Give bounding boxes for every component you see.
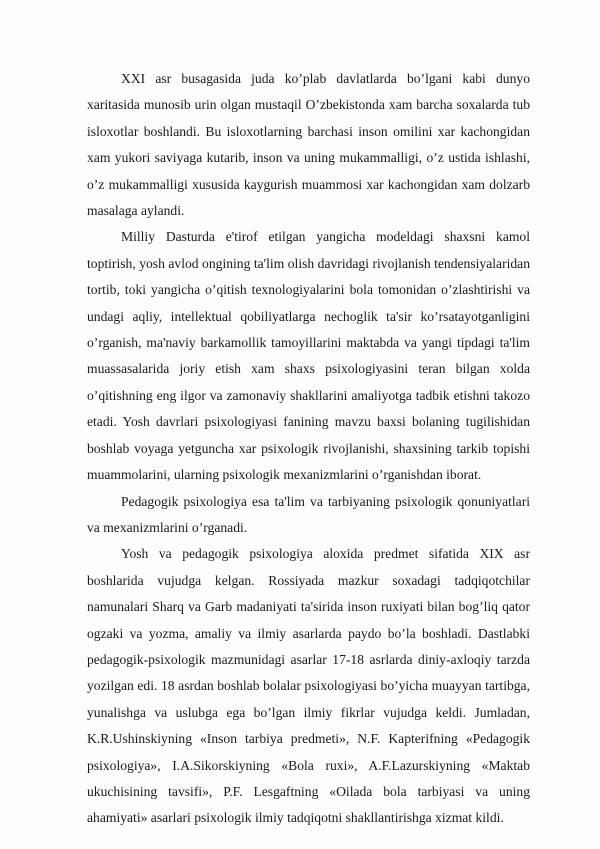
paragraph-history: Yosh va pedagogik psixologiya aloxida predmet sifatida XIX asr boshlarida vujudga kelgan. Rossiyada mazkur soxadagi tadqiqotchilar namunalari Sharq va Garb madaniyati ta'sirida inson ruxiyati bilan bog’liq qator ogzaki va yozma, amaliy va ilmiy asarlarda paydo bo’la boshladi. Dastlabki pedagogik-psixologik mazmunidagi asarlar 17-18 asrlarda diniy-axloqiy tarzda yozilgan edi. 18 asrdan boshlab bolalar psixologiyasi bo’yicha muayyan tartibga, yunalishga va uslubga ega bo’lgan ilmiy fikrlar vujudga keldi. Jumladan, K.R.Ushinskiyning «Inson tarbiya predmeti», N.F. Kapterifning «Pedagogik psixologiya», I.A.Sikorskiyning «Bola ruxi», A.F.Lazurskiyning «Maktab ukuchisining tavsifi», P.F. Lesgaftning «Oilada bola tarbiyasi va uning ahamiyati» asarlari psixologik ilmiy tadqiqotni shakllantirishga xizmat kildi. xyxy=(87,546,530,826)
paragraph-introduction: XXI asr busagasida juda ko’plab davlatlarda bo’lgani kabi dunyo xaritasida munosib urin olgan mustaqil O’zbekistonda xam barcha soxalarda tub isloxotlar boshlandi. Bu isloxotlarning barchasi inson omilini xar kachongidan xam yukori saviyaga kutarib, inson va uning mukammalligi, o’z ustida ishlashi, o’z mukammalligi xususida kaygurish muammosi xar kachongidan xam dolzarb masalaga aylandi. xyxy=(87,71,530,219)
body-text xyxy=(87,66,530,832)
paragraph-national-program: Milliy Dasturda e'tirof etilgan yangicha modeldagi shaxsni kamol toptirish, yosh avlod ongining ta'lim olish davridagi rivojlanish tendensiyalaridan tortib, toki yangicha o’qitish texnologiyalarini bola tomonidan o’zlashtirishi va undagi aqliy, intellektual qobiliyatlarga nechoglik ta'sir ko’rsatayotganligini o’rganish, ma'naviy barkamollik tamoyillarini maktabda va yangi tipdagi ta'lim muassasalarida joriy etish xam shaxs psixologiyasini teran bilgan xolda o’qitishning eng ilgor va zamonaviy shakllarini amaliyotga tadbik etishni takozo etadi. Yosh davrlari psixologiyasi fanining mavzu baxsi bolaning tugilishidan boshlab voyaga yetguncha xar psixologik rivojlanishi, shaxsining tarkib topishi muammolarini, ularning psixologik mexanizmlarini o’rganishdan iborat. xyxy=(87,229,530,483)
paragraph-pedagogical-psychology: Pedagogik psixologiya esa ta'lim va tarbiyaning psixologik qonuniyatlari va mexanizmlarini o’rganadi. xyxy=(87,493,530,535)
